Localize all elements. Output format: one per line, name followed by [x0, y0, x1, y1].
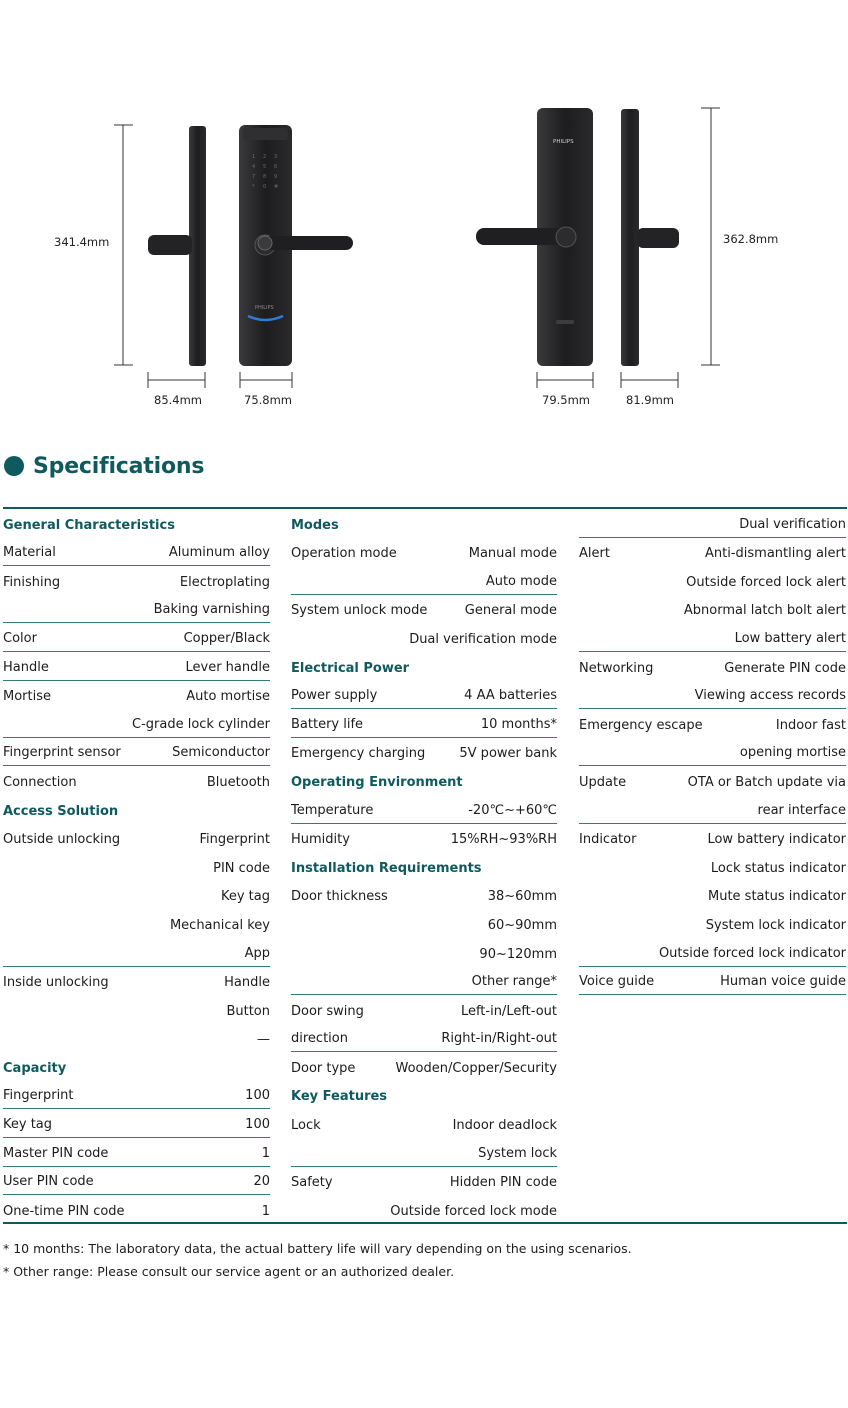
spec-row [291, 1024, 557, 1053]
keypad-key: 5 [263, 164, 267, 170]
spec-value: Aluminum alloy [168, 545, 270, 561]
height-dimension-right [701, 108, 720, 365]
spec-value: OTA or Batch update via [687, 774, 846, 790]
spec-label: Fingerprint sensor [3, 745, 121, 761]
lock-side-view-left [148, 126, 206, 366]
section-title: Operating Environment [291, 774, 463, 790]
spec-value: System lock indicator [705, 917, 846, 933]
spec-value: 1 [261, 1203, 270, 1219]
spec-value: 90~120mm [479, 946, 557, 962]
keypad-key: 2 [263, 154, 267, 160]
spec-row [291, 909, 557, 938]
spec-label: Temperature [291, 802, 374, 818]
specifications-heading [4, 451, 204, 481]
spec-label: User PIN code [3, 1174, 94, 1190]
spec-row [291, 566, 557, 595]
spec-row [3, 938, 270, 967]
keypad-key: 3 [274, 154, 278, 160]
spec-value: Manual mode [468, 546, 557, 562]
spec-value: rear interface [757, 802, 846, 818]
spec-label: Safety [291, 1175, 333, 1191]
spec-value: Low battery indicator [707, 832, 846, 848]
spec-value: 38~60mm [487, 889, 557, 905]
section-title: Key Features [291, 1089, 388, 1105]
spec-value: opening mortise [739, 745, 846, 761]
spec-row [3, 709, 270, 738]
spec-section-header [291, 509, 557, 538]
spec-row [291, 595, 557, 624]
spec-value: General mode [464, 603, 557, 619]
spec-label: Connection [3, 774, 77, 790]
spec-label: Update [579, 774, 627, 790]
keypad-key: 4 [252, 164, 256, 170]
spec-label: Battery life [291, 716, 364, 732]
spec-row [291, 538, 557, 567]
spec-value: Indoor fast [775, 717, 846, 733]
spec-row [291, 623, 557, 652]
spec-row [291, 738, 557, 767]
spec-value: Generate PIN code [724, 660, 846, 676]
spec-value: 1 [261, 1145, 270, 1161]
keypad-key: 1 [252, 154, 256, 160]
spec-row [3, 1195, 270, 1224]
spec-section-header [3, 509, 270, 538]
spec-row [579, 595, 846, 624]
spec-label: Lock [291, 1118, 321, 1134]
spec-row [3, 623, 270, 652]
spec-value: Dual verification mode [409, 631, 557, 647]
lock-back-view [476, 108, 593, 366]
spec-label: Networking [579, 660, 654, 676]
spec-label: Door type [291, 1060, 356, 1076]
spec-row [291, 995, 557, 1024]
section-title: Capacity [3, 1060, 67, 1076]
spec-column-3 [579, 509, 846, 995]
footnote-range: * Other range: Please consult our service agent or an authorized dealer. [3, 1264, 455, 1279]
spec-label: Emergency escape [579, 717, 703, 733]
spec-label: System unlock mode [291, 603, 428, 619]
spec-value: 10 months* [480, 716, 557, 732]
width-label-3: 79.5mm [542, 393, 591, 407]
spec-row [291, 824, 557, 853]
spec-row [579, 709, 846, 738]
spec-value: Bluetooth [206, 774, 270, 790]
spec-value: Other range* [471, 974, 557, 990]
spec-value: -20℃~+60℃ [468, 802, 557, 818]
section-title: Access Solution [3, 803, 119, 819]
spec-value: 100 [245, 1117, 270, 1133]
spec-value: Baking varnishing [153, 602, 270, 618]
spec-row [291, 1167, 557, 1196]
spec-label: direction [291, 1031, 348, 1047]
spec-section-header [291, 766, 557, 795]
spec-row [3, 1138, 270, 1167]
spec-row [579, 938, 846, 967]
spec-row [579, 909, 846, 938]
spec-value: App [244, 945, 270, 961]
spec-row [3, 652, 270, 681]
spec-value: Fingerprint [199, 832, 270, 848]
lock-front-view [239, 125, 353, 366]
spec-row [3, 852, 270, 881]
spec-value: Copper/Black [183, 630, 270, 646]
spec-value: Lever handle [185, 659, 270, 675]
spec-value: Button [226, 1003, 270, 1019]
keypad-key: * [252, 184, 255, 190]
keypad-key: 6 [274, 164, 278, 170]
page-title: Specifications [33, 453, 205, 479]
spec-value: 4 AA batteries [464, 688, 557, 704]
spec-value: C-grade lock cylinder [132, 716, 270, 732]
spec-row [291, 709, 557, 738]
spec-value: Right-in/Right-out [441, 1031, 557, 1047]
spec-row [3, 967, 270, 996]
width-label-1: 85.4mm [154, 393, 203, 407]
product-dimension-figure [0, 0, 848, 430]
spec-column-2 [291, 509, 557, 1224]
keypad-key: 9 [274, 174, 278, 180]
spec-label: One-time PIN code [3, 1203, 125, 1219]
spec-label: Material [3, 545, 56, 561]
spec-label: Door swing [291, 1003, 364, 1019]
spec-row [291, 938, 557, 967]
spec-row [3, 681, 270, 710]
brand-logo-back: PHILIPS [553, 139, 574, 145]
spec-row [3, 1167, 270, 1196]
spec-value: Dual verification [739, 516, 846, 532]
width-label-4: 81.9mm [626, 393, 675, 407]
footnote-battery: * 10 months: The laboratory data, the actual battery life will vary depending on the using scenarios. [3, 1241, 632, 1256]
spec-label: Alert [579, 546, 610, 562]
lock-side-view-right [621, 109, 679, 366]
keypad-key: 0 [263, 184, 267, 190]
spec-value: System lock [478, 1145, 557, 1161]
spec-value: Low battery alert [734, 630, 846, 646]
spec-row [579, 509, 846, 538]
spec-label: Emergency charging [291, 746, 426, 762]
spec-section-header [291, 852, 557, 881]
section-title: Modes [291, 517, 339, 533]
spec-row [579, 795, 846, 824]
spec-value: Electroplating [179, 574, 270, 590]
spec-section-header [291, 652, 557, 681]
spec-label: Finishing [3, 574, 61, 590]
spec-row [579, 738, 846, 767]
spec-row [3, 1109, 270, 1138]
spec-value: 20 [253, 1174, 270, 1190]
spec-label: Fingerprint [3, 1088, 74, 1104]
table-bottom-rule [3, 1222, 847, 1224]
height-dimension-left [114, 125, 133, 365]
spec-row [291, 1052, 557, 1081]
spec-label: Door thickness [291, 889, 388, 905]
spec-value: 5V power bank [459, 746, 557, 762]
spec-row [291, 1195, 557, 1224]
spec-value: Semiconductor [172, 745, 270, 761]
spec-row [3, 909, 270, 938]
spec-row [291, 795, 557, 824]
spec-row [291, 881, 557, 910]
spec-row [3, 824, 270, 853]
spec-value: Viewing access records [694, 688, 846, 704]
spec-value: Auto mode [485, 573, 557, 589]
spec-section-header [291, 1081, 557, 1110]
width-dimension-4 [621, 372, 678, 388]
heading-bullet-icon [4, 456, 24, 476]
spec-value: — [257, 1032, 270, 1048]
spec-value: Outside forced lock alert [686, 574, 846, 590]
spec-label: Handle [3, 659, 49, 675]
spec-row [3, 1081, 270, 1110]
spec-row [3, 995, 270, 1024]
spec-section-header [3, 1052, 270, 1081]
spec-row [291, 1109, 557, 1138]
keypad-key: 8 [263, 174, 267, 180]
spec-value: Abnormal latch bolt alert [683, 603, 846, 619]
spec-label: Indicator [579, 832, 637, 848]
spec-row [3, 538, 270, 567]
spec-row [3, 881, 270, 910]
spec-label: Humidity [291, 832, 350, 848]
spec-label: Color [3, 630, 37, 646]
spec-row [3, 738, 270, 767]
width-label-2: 75.8mm [244, 393, 293, 407]
spec-row [291, 1138, 557, 1167]
height-label-right: 362.8mm [723, 232, 779, 246]
spec-value: Handle [224, 975, 270, 991]
spec-label: Mortise [3, 689, 51, 705]
spec-label: Voice guide [579, 974, 655, 990]
spec-row [579, 824, 846, 853]
spec-value: Outside forced lock mode [390, 1203, 557, 1219]
spec-row [579, 766, 846, 795]
spec-label: Key tag [3, 1117, 53, 1133]
spec-label: Outside unlocking [3, 832, 121, 848]
spec-row [579, 623, 846, 652]
spec-row [579, 681, 846, 710]
spec-row [291, 967, 557, 996]
spec-value: Hidden PIN code [449, 1175, 557, 1191]
spec-label: Inside unlocking [3, 975, 109, 991]
keypad-key: 7 [252, 174, 256, 180]
spec-value: Auto mortise [186, 689, 270, 705]
brand-logo-front: PHILIPS [255, 305, 274, 311]
spec-row [579, 566, 846, 595]
spec-row [291, 681, 557, 710]
height-label-left: 341.4mm [54, 235, 110, 249]
keypad-key: # [274, 184, 279, 190]
spec-value: Anti-dismantling alert [704, 546, 846, 562]
section-title: Electrical Power [291, 660, 410, 676]
spec-section-header [3, 795, 270, 824]
width-dimension-1 [148, 372, 205, 388]
spec-label: Master PIN code [3, 1145, 109, 1161]
spec-row [3, 766, 270, 795]
spec-row [579, 967, 846, 996]
section-title: General Characteristics [3, 517, 175, 533]
spec-value: 60~90mm [487, 917, 557, 933]
spec-value: 15%RH~93%RH [450, 832, 557, 848]
spec-value: Indoor deadlock [452, 1118, 557, 1134]
spec-value: Wooden/Copper/Security [395, 1060, 557, 1076]
spec-row [3, 566, 270, 595]
spec-label: Power supply [291, 688, 378, 704]
spec-value: Outside forced lock indicator [658, 945, 846, 961]
spec-row [3, 595, 270, 624]
spec-value: PIN code [213, 860, 270, 876]
spec-row [3, 1024, 270, 1053]
spec-value: Human voice guide [720, 974, 846, 990]
width-dimension-2 [240, 372, 292, 388]
spec-row [579, 852, 846, 881]
spec-row [579, 538, 846, 567]
spec-column-1 [3, 509, 270, 1224]
width-dimension-3 [537, 372, 593, 388]
spec-value: Left-in/Left-out [460, 1003, 557, 1019]
spec-row [579, 652, 846, 681]
spec-value: Mute status indicator [708, 889, 846, 905]
spec-value: Key tag [220, 889, 270, 905]
spec-label: Operation mode [291, 546, 397, 562]
spec-row [579, 881, 846, 910]
spec-value: 100 [245, 1088, 270, 1104]
section-title: Installation Requirements [291, 860, 482, 876]
spec-value: Mechanical key [169, 917, 270, 933]
spec-value: Lock status indicator [710, 860, 846, 876]
